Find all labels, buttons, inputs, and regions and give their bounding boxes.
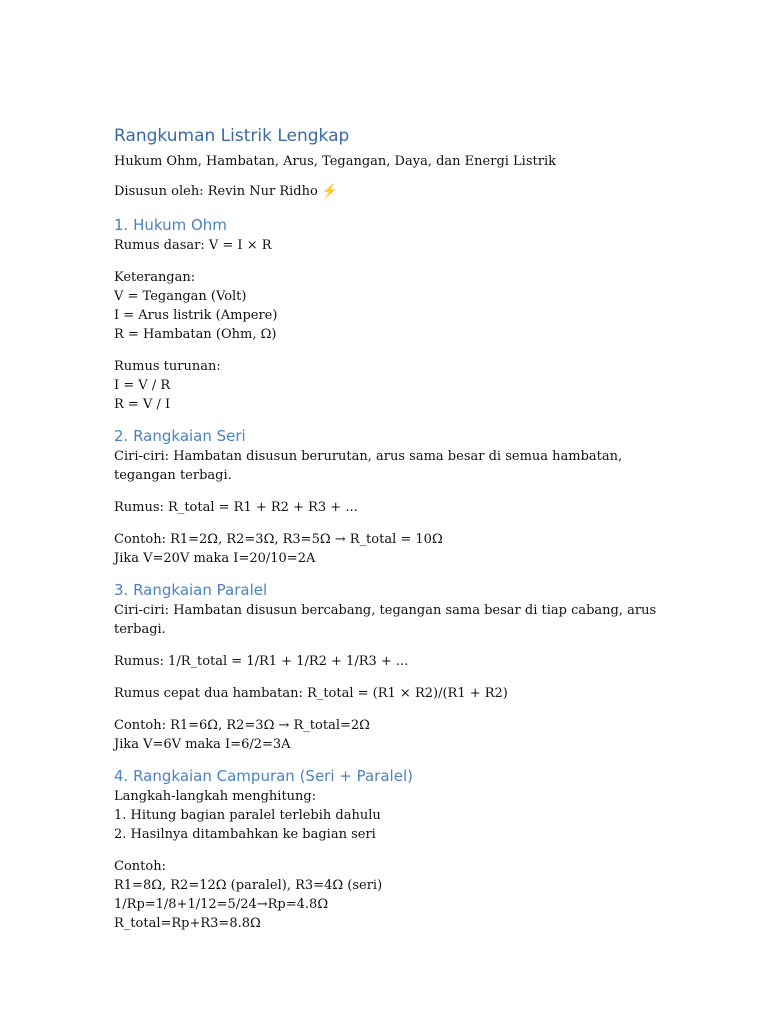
- paragraph: [114, 447, 674, 485]
- sections-container: [114, 215, 674, 933]
- text-line: R_total=Rp+R3=8.8Ω: [114, 916, 261, 931]
- document-title: Rangkuman Listrik Lengkap: [114, 126, 350, 146]
- text-line: Rumus dasar: V = I × R: [114, 238, 272, 253]
- text-line: Contoh: R1=2Ω, R2=3Ω, R3=5Ω → R_total = 10Ω: [114, 532, 443, 547]
- paragraph: [114, 357, 674, 414]
- text-line: Keterangan:: [114, 270, 196, 285]
- text-line: I = Arus listrik (Ampere): [114, 308, 278, 323]
- text-line: V = Tegangan (Volt): [114, 289, 247, 304]
- text-line: R1=8Ω, R2=12Ω (paralel), R3=4Ω (seri): [114, 878, 383, 893]
- text-line: Rumus cepat dua hambatan: R_total = (R1 × R2)/(R1 + R2): [114, 686, 508, 701]
- text-line: Contoh:: [114, 859, 166, 874]
- section-heading: 2. Rangkaian Seri: [114, 427, 246, 445]
- paragraph: [114, 684, 674, 703]
- paragraph: [114, 857, 674, 933]
- section-heading: 1. Hukum Ohm: [114, 216, 227, 234]
- text-line: Ciri-ciri: Hambatan disusun berurutan, arus sama besar di semua hambatan, tegangan terbagi.: [114, 449, 627, 483]
- paragraph: [114, 530, 674, 568]
- section-3: [114, 580, 674, 754]
- text-line: Jika V=20V maka I=20/10=2A: [114, 551, 316, 566]
- paragraph: [114, 498, 674, 517]
- text-line: Langkah-langkah menghitung:: [114, 789, 317, 804]
- text-line: I = V / R: [114, 378, 171, 393]
- section-heading: 3. Rangkaian Paralel: [114, 581, 268, 599]
- paragraph: [114, 601, 674, 639]
- paragraph: [114, 787, 674, 844]
- text-line: Jika V=6V maka I=6/2=3A: [114, 737, 291, 752]
- paragraph: [114, 652, 674, 671]
- paragraph: [114, 236, 674, 255]
- text-line: R = V / I: [114, 397, 171, 412]
- text-line: 1. Hitung bagian paralel terlebih dahulu: [114, 808, 381, 823]
- section-1: [114, 215, 674, 414]
- section-4: [114, 766, 674, 933]
- document-content: [114, 126, 674, 945]
- text-line: Contoh: R1=6Ω, R2=3Ω → R_total=2Ω: [114, 718, 370, 733]
- text-line: 2. Hasilnya ditambahkan ke bagian seri: [114, 827, 376, 842]
- paragraph: [114, 716, 674, 754]
- text-line: R = Hambatan (Ohm, Ω): [114, 327, 277, 342]
- text-line: Rumus turunan:: [114, 359, 221, 374]
- document-subtitle: Hukum Ohm, Hambatan, Arus, Tegangan, Daya, dan Energi Listrik: [114, 154, 556, 169]
- text-line: Rumus: R_total = R1 + R2 + R3 + ...: [114, 500, 358, 515]
- text-line: 1/Rp=1/8+1/12=5/24→Rp=4.8Ω: [114, 897, 329, 912]
- text-line: Rumus: 1/R_total = 1/R1 + 1/R2 + 1/R3 + ...: [114, 654, 409, 669]
- section-2: [114, 426, 674, 568]
- author-line: Disusun oleh: Revin Nur Ridho ⚡: [114, 184, 339, 199]
- paragraph: [114, 268, 674, 344]
- text-line: Ciri-ciri: Hambatan disusun bercabang, tegangan sama besar di tiap cabang, arus terbagi.: [114, 603, 661, 637]
- section-heading: 4. Rangkaian Campuran (Seri + Paralel): [114, 767, 413, 785]
